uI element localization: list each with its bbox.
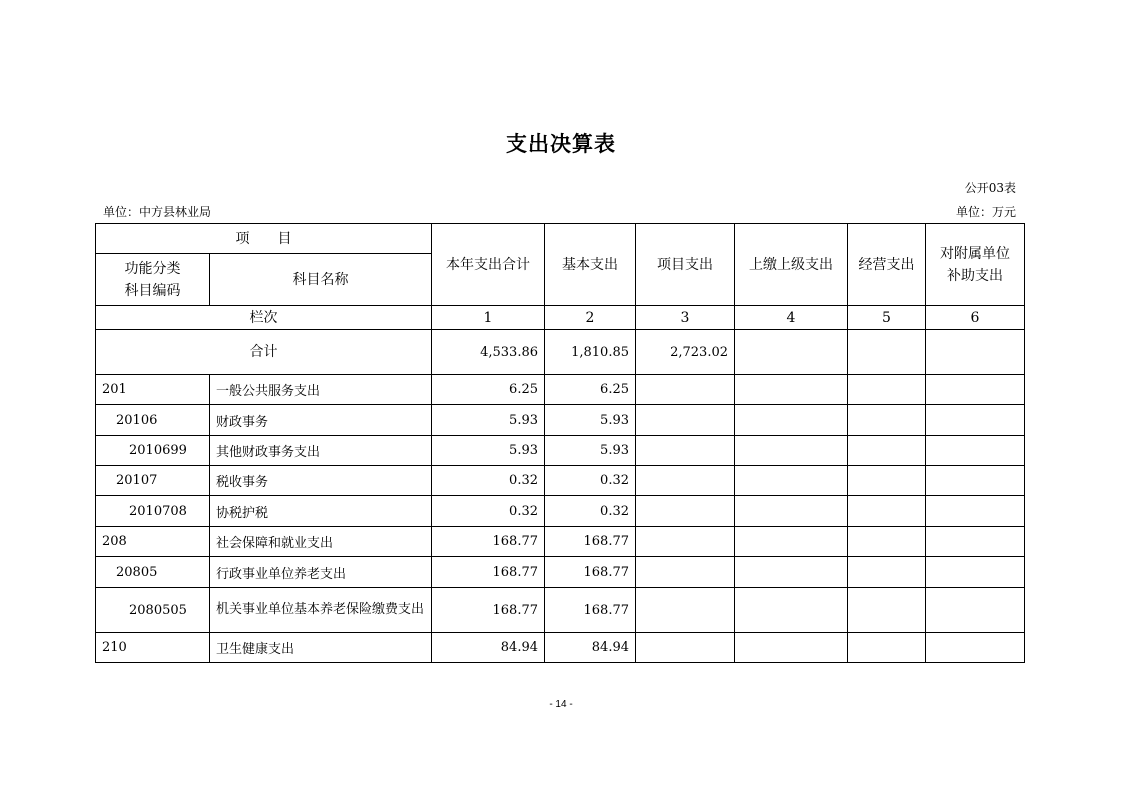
col-number-1: 1 (432, 306, 545, 330)
lanci-label: 栏次 (96, 306, 432, 330)
row-value: 0.32 (545, 466, 636, 496)
row-value (735, 375, 848, 405)
row-value: 6.25 (432, 375, 545, 405)
row-name: 财政事务 (210, 405, 432, 436)
header-func-code: 功能分类 科目编码 (96, 254, 210, 306)
row-value (636, 375, 735, 405)
total-value (735, 330, 848, 375)
header-col-2: 基本支出 (545, 224, 636, 306)
page-title: 支出决算表 (506, 131, 616, 156)
row-value (848, 527, 926, 557)
row-value (926, 633, 1025, 663)
row-value (848, 375, 926, 405)
col-number-5: 5 (848, 306, 926, 330)
row-value: 5.93 (545, 405, 636, 436)
unit-currency: 单位：万元 (955, 205, 1016, 219)
table-row (96, 527, 1025, 557)
row-value (926, 588, 1025, 633)
row-value (735, 405, 848, 436)
row-code: 201 (96, 375, 210, 405)
row-value (848, 466, 926, 496)
row-name: 卫生健康支出 (210, 633, 432, 663)
row-value (636, 588, 735, 633)
header-col-5: 经营支出 (848, 224, 926, 306)
header-col-1: 本年支出合计 (432, 224, 545, 306)
row-value (848, 557, 926, 588)
row-value: 168.77 (545, 527, 636, 557)
row-code: 20107 (96, 466, 210, 496)
row-code: 208 (96, 527, 210, 557)
table-row (96, 496, 1025, 527)
total-label: 合计 (96, 330, 432, 375)
row-value: 168.77 (432, 527, 545, 557)
page-number: - 14 - (549, 699, 573, 710)
col-number-6: 6 (926, 306, 1025, 330)
row-value (735, 557, 848, 588)
row-value (848, 588, 926, 633)
row-name: 机关事业单位基本养老保险缴费支出 (210, 588, 432, 633)
total-value (848, 330, 926, 375)
col-number-2: 2 (545, 306, 636, 330)
row-value: 5.93 (432, 405, 545, 436)
row-value (926, 496, 1025, 527)
table-row (96, 436, 1025, 466)
row-value (636, 527, 735, 557)
row-value (735, 527, 848, 557)
row-value (636, 496, 735, 527)
row-value (926, 557, 1025, 588)
row-value: 84.94 (545, 633, 636, 663)
row-value (735, 496, 848, 527)
row-code: 210 (96, 633, 210, 663)
row-value (926, 436, 1025, 466)
row-code: 2010708 (96, 496, 210, 527)
table-row (96, 375, 1025, 405)
row-value: 168.77 (432, 588, 545, 633)
row-name: 税收事务 (210, 466, 432, 496)
row-code: 20106 (96, 405, 210, 436)
form-number: 公开03表 (964, 181, 1016, 195)
row-value (926, 466, 1025, 496)
row-value: 84.94 (432, 633, 545, 663)
table-row (96, 405, 1025, 436)
row-value (636, 633, 735, 663)
total-value: 4,533.86 (432, 330, 545, 375)
row-value: 5.93 (432, 436, 545, 466)
row-value: 168.77 (545, 557, 636, 588)
row-value (636, 557, 735, 588)
row-name: 协税护税 (210, 496, 432, 527)
row-name: 社会保障和就业支出 (210, 527, 432, 557)
header-subject-name: 科目名称 (210, 254, 432, 306)
row-value (926, 375, 1025, 405)
row-value (735, 466, 848, 496)
row-value (848, 633, 926, 663)
row-value: 0.32 (545, 496, 636, 527)
row-value (848, 436, 926, 466)
expenditure-table (95, 223, 1025, 663)
row-value (848, 405, 926, 436)
table-row (96, 557, 1025, 588)
total-row (96, 330, 1025, 375)
row-value (926, 527, 1025, 557)
total-value: 2,723.02 (636, 330, 735, 375)
row-value: 6.25 (545, 375, 636, 405)
row-value: 0.32 (432, 496, 545, 527)
table-row (96, 588, 1025, 633)
header-project: 项 目 (96, 224, 432, 254)
table-row (96, 633, 1025, 663)
row-code: 2010699 (96, 436, 210, 466)
row-value (636, 466, 735, 496)
row-name: 其他财政事务支出 (210, 436, 432, 466)
row-value (735, 588, 848, 633)
total-value (926, 330, 1025, 375)
header-col-3: 项目支出 (636, 224, 735, 306)
row-value (636, 405, 735, 436)
row-code: 20805 (96, 557, 210, 588)
row-value: 5.93 (545, 436, 636, 466)
row-name: 一般公共服务支出 (210, 375, 432, 405)
header-col-4: 上缴上级支出 (735, 224, 848, 306)
row-value (735, 633, 848, 663)
row-value (636, 436, 735, 466)
row-name: 行政事业单位养老支出 (210, 557, 432, 588)
total-value: 1,810.85 (545, 330, 636, 375)
row-value (926, 405, 1025, 436)
row-value (848, 496, 926, 527)
row-value (735, 436, 848, 466)
col-number-4: 4 (735, 306, 848, 330)
row-value: 168.77 (545, 588, 636, 633)
unit-organization: 单位：中方县林业局 (103, 205, 212, 219)
table-row (96, 466, 1025, 496)
header-col-6: 对附属单位 补助支出 (926, 224, 1025, 306)
row-value: 168.77 (432, 557, 545, 588)
col-number-3: 3 (636, 306, 735, 330)
row-value: 0.32 (432, 466, 545, 496)
row-code: 2080505 (96, 588, 210, 633)
